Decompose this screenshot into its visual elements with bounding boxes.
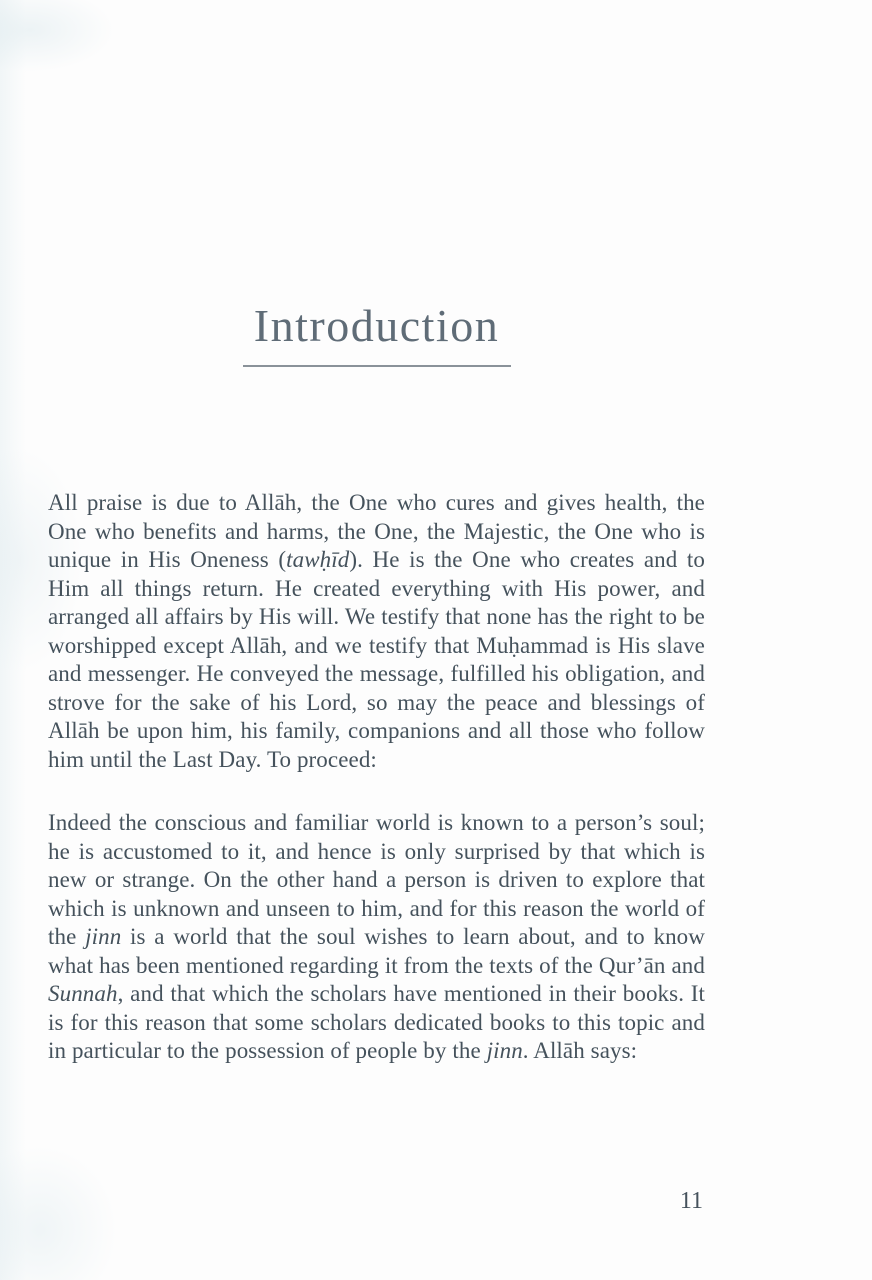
chapter-heading-block	[48, 300, 705, 367]
chapter-title: Introduction	[253, 300, 500, 351]
paragraph-praise: All praise is due to Allāh, the One who cures and gives health, the One who benefits and harms, the One, the Majestic, the One who is unique in His Oneness (tawḥīd). He is the One who creates and to Him all things return. He created everything with His power, and arranged all affairs by His will. We testify that none has the right to be worshipped except Allāh, and we testify that Muḥammad is His slave and messenger. He conveyed the message, fulfilled his obligation, and strove for the sake of his Lord, so may the peace and blessings of Allāh be upon him, his family, companions and all those who follow him until the Last Day. To proceed:	[48, 490, 706, 772]
heading-underline-rule	[243, 365, 511, 367]
body-text-block	[48, 489, 705, 1066]
paragraph-jinn-intro: Indeed the conscious and familiar world is known to a person’s soul; he is accustomed to it, and hence is only surprised by that which is new or strange. On the other hand a person is driven to explore that which is unknown and unseen to him, and for this reason the world of the jinn is a world that the soul wishes to learn about, and to know what has been mentioned regarding it from the texts of the Qur’ān and Sunnah, and that which the scholars have mentioned in their books. It is for this reason that some scholars dedicated books to this topic and in particular to the possession of people by the jinn. Allāh says:	[48, 810, 705, 1063]
page-number: 11	[679, 1188, 703, 1214]
